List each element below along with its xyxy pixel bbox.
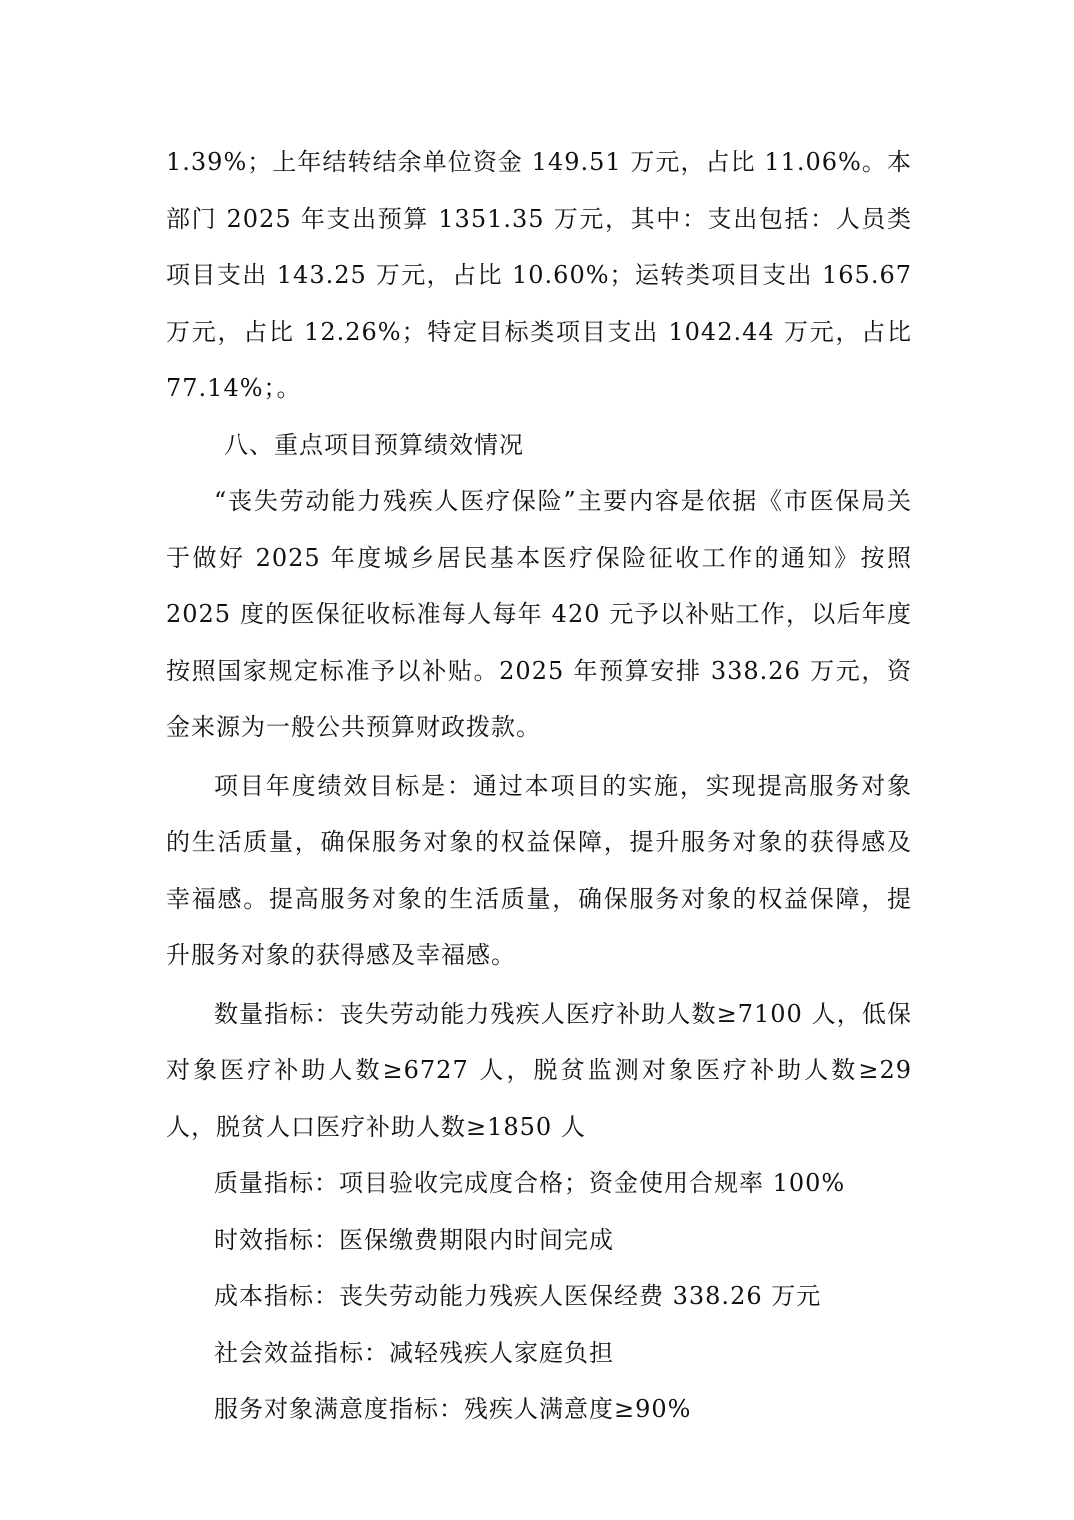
document-page	[166, 134, 912, 1438]
section-heading: 八、重点项目预算绩效情况	[224, 430, 524, 459]
budget-summary-paragraph: 1.39%；上年结转结余单位资金 149.51 万元，占比 11.06%。本部门 2025 年支出预算 1351.35 万元，其中：支出包括：人员类项目支出 143.25 万元，占比 10.60%；运转类项目支出 165.67 万元，占比 12.26%；特定目标类项目支出 1042.44 万元，占比 77.14%；。	[166, 148, 912, 402]
timeliness-indicator: 时效指标：医保缴费期限内时间完成	[214, 1225, 614, 1254]
satisfaction-indicator: 服务对象满意度指标：残疾人满意度≥90%	[214, 1395, 692, 1423]
cost-indicator: 成本指标：丧失劳动能力残疾人医保经费 338.26 万元	[214, 1282, 822, 1310]
quality-indicator: 质量指标：项目验收完成度合格；资金使用合规率 100%	[214, 1169, 846, 1197]
quantity-indicator-paragraph: 数量指标：丧失劳动能力残疾人医疗补助人数≥7100 人，低保对象医疗补助人数≥6727 人，脱贫监测对象医疗补助人数≥29 人，脱贫人口医疗补助人数≥1850 人	[166, 999, 912, 1141]
social-benefit-indicator: 社会效益指标：减轻残疾人家庭负担	[214, 1338, 614, 1367]
performance-goal-paragraph: 项目年度绩效目标是：通过本项目的实施，实现提高服务对象的生活质量，确保服务对象的权益保障，提升服务对象的获得感及幸福感。提高服务对象的生活质量，确保服务对象的权益保障，提升服务对象的获得感及幸福感。	[166, 771, 912, 969]
project-content-paragraph: “丧失劳动能力残疾人医疗保险”主要内容是依据《市医保局关于做好 2025 年度城乡居民基本医疗保险征收工作的通知》按照 2025 度的医保征收标准每人每年 420 元予以补贴工作，以后年度按照国家规定标准予以补贴。2025 年预算安排 338.26 万元，资金来源为一般公共预算财政拨款。	[166, 487, 912, 741]
